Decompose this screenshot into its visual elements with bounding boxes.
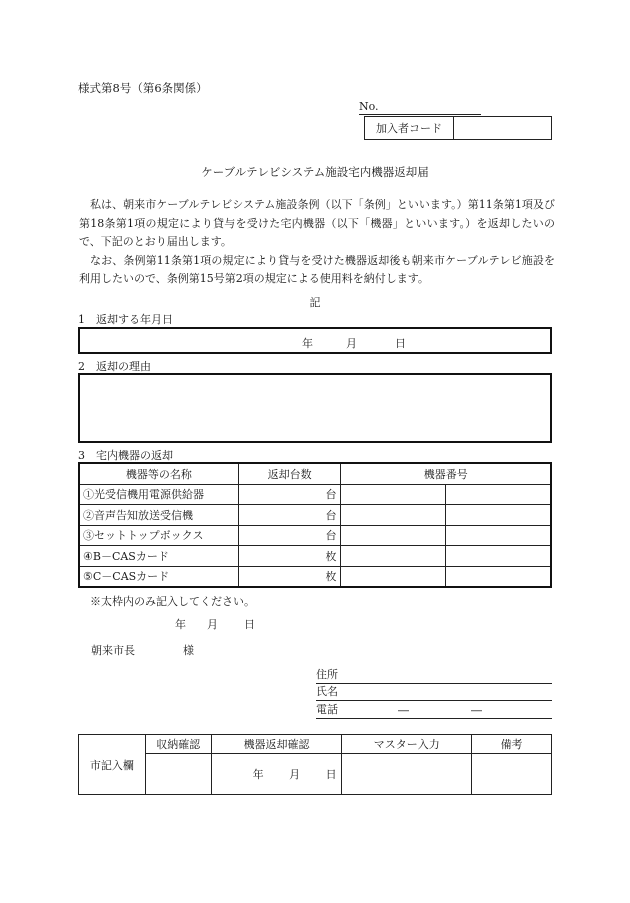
serial-number-cell[interactable] bbox=[445, 566, 551, 587]
master-input-cell[interactable] bbox=[342, 754, 472, 795]
office-day-label: 日 bbox=[325, 768, 337, 781]
return-count-cell[interactable]: 台 bbox=[238, 484, 341, 505]
office-use-label: 市記入欄 bbox=[79, 735, 146, 795]
remarks-cell[interactable] bbox=[472, 754, 552, 795]
serial-number-cell[interactable] bbox=[341, 484, 446, 505]
return-count-cell[interactable]: 台 bbox=[238, 525, 341, 546]
body-text bbox=[79, 196, 555, 289]
address-label: 住所 bbox=[316, 668, 338, 681]
serial-number-cell[interactable] bbox=[445, 484, 551, 505]
document-number-field[interactable] bbox=[359, 100, 481, 115]
table-row bbox=[79, 546, 551, 567]
subscriber-code-box bbox=[364, 116, 552, 140]
return-count-cell[interactable]: 枚 bbox=[238, 566, 341, 587]
header-master-input: マスター入力 bbox=[342, 735, 472, 754]
table-row bbox=[79, 484, 551, 505]
serial-number-cell[interactable] bbox=[341, 525, 446, 546]
serial-number-cell[interactable] bbox=[445, 505, 551, 526]
address-field[interactable] bbox=[316, 667, 552, 684]
header-receipt-check: 収納確認 bbox=[145, 735, 211, 754]
serial-number-cell[interactable] bbox=[341, 505, 446, 526]
subscriber-code-label: 加入者コード bbox=[365, 117, 454, 139]
submission-day-label: 日 bbox=[244, 618, 255, 631]
serial-number-cell[interactable] bbox=[341, 546, 446, 567]
instruction-note: ※太枠内のみ記入してください。 bbox=[90, 595, 255, 608]
header-return-count: 返却台数 bbox=[238, 463, 341, 484]
addressee-name: 朝来市長 bbox=[91, 644, 135, 657]
header-remarks: 備考 bbox=[472, 735, 552, 754]
serial-number-cell[interactable] bbox=[445, 525, 551, 546]
equipment-name: ④B－CASカード bbox=[79, 546, 238, 567]
serial-number-cell[interactable] bbox=[341, 566, 446, 587]
equipment-name: ⑤C－CASカード bbox=[79, 566, 238, 587]
name-label: 氏名 bbox=[316, 685, 338, 698]
header-serial-number: 機器番号 bbox=[341, 463, 551, 484]
phone-field[interactable] bbox=[316, 702, 552, 719]
submission-year-label: 年 bbox=[175, 618, 186, 631]
phone-label: 電話 bbox=[316, 703, 338, 716]
equipment-header-row bbox=[79, 463, 551, 484]
phone-separator: ― bbox=[471, 704, 482, 717]
return-count-cell[interactable]: 台 bbox=[238, 505, 341, 526]
paragraph-declaration: 私は、朝来市ケーブルテレビシステム施設条例（以下「条例」といいます。）第11条第1項及び第18条第1項の規定により貸与を受けた宅内機器（以下「機器」といいます。）を返却したいので、下記のとおり届出します。 bbox=[79, 198, 555, 248]
equipment-name: ①光受信機用電源供給器 bbox=[79, 484, 238, 505]
equipment-table bbox=[78, 462, 552, 588]
section2-label: 2 返却の理由 bbox=[78, 360, 151, 373]
ki-heading: 記 bbox=[309, 296, 321, 309]
submission-month-label: 月 bbox=[207, 618, 218, 631]
header-equipment-name: 機器等の名称 bbox=[79, 463, 238, 484]
return-date-day-label: 日 bbox=[395, 337, 406, 350]
document-title: ケーブルテレビシステム施設宅内機器返却届 bbox=[201, 165, 429, 179]
equipment-name: ③セットトップボックス bbox=[79, 525, 238, 546]
office-month-label: 月 bbox=[289, 768, 301, 781]
return-date-year-label: 年 bbox=[302, 337, 313, 350]
table-row bbox=[79, 566, 551, 587]
form-number: 様式第8号（第6条関係） bbox=[78, 81, 208, 95]
table-row bbox=[79, 525, 551, 546]
return-count-cell[interactable]: 枚 bbox=[238, 546, 341, 567]
return-check-date-cell[interactable] bbox=[211, 754, 342, 795]
return-date-box[interactable] bbox=[78, 327, 552, 354]
serial-number-cell[interactable] bbox=[445, 546, 551, 567]
return-date-month-label: 月 bbox=[346, 337, 357, 350]
return-reason-box[interactable] bbox=[78, 373, 552, 443]
name-field[interactable] bbox=[316, 684, 552, 701]
header-return-check: 機器返却確認 bbox=[211, 735, 342, 754]
paragraph-usage-fee: なお、条例第11条第1項の規定により貸与を受けた機器返却後も朝来市ケーブルテレビ施設を利用したいので、条例第15号第2項の規定による使用料を納付します。 bbox=[79, 253, 555, 285]
subscriber-code-input[interactable] bbox=[454, 117, 551, 139]
table-row bbox=[79, 505, 551, 526]
office-use-table bbox=[78, 734, 552, 795]
document-number-label: No. bbox=[359, 100, 379, 113]
equipment-name: ②音声告知放送受信機 bbox=[79, 505, 238, 526]
addressee-honorific: 様 bbox=[183, 644, 194, 657]
section1-label: 1 返却する年月日 bbox=[78, 313, 173, 326]
phone-separator: ― bbox=[398, 704, 409, 717]
section3-label: 3 宅内機器の返却 bbox=[78, 449, 173, 462]
receipt-check-cell[interactable] bbox=[145, 754, 211, 795]
office-year-label: 年 bbox=[252, 768, 264, 781]
